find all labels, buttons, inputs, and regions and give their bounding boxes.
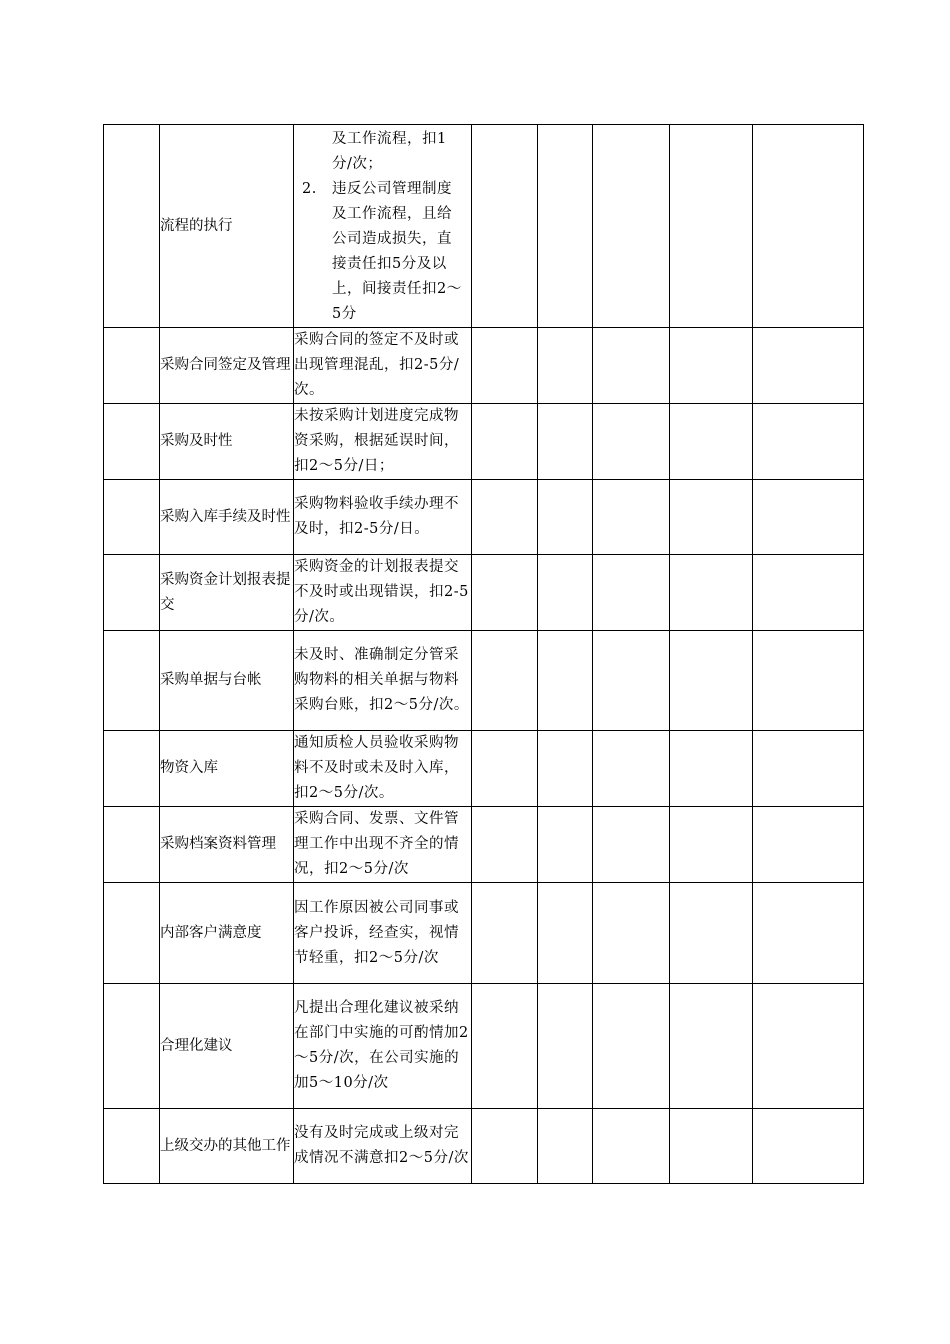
blank-cell	[593, 1109, 670, 1184]
blank-cell	[593, 984, 670, 1109]
table-row	[104, 1109, 864, 1184]
blank-cell	[670, 631, 753, 731]
scoring-rule: 采购合同、发票、文件管理工作中出现不齐全的情况，扣2～5分/次	[294, 807, 472, 883]
blank-cell	[104, 480, 160, 555]
blank-cell	[593, 731, 670, 807]
blank-cell	[593, 480, 670, 555]
assessment-item: 采购单据与台帐	[160, 631, 294, 731]
blank-cell	[753, 984, 864, 1109]
table-row	[104, 328, 864, 404]
blank-cell	[593, 807, 670, 883]
blank-cell	[538, 631, 593, 731]
table-row	[104, 731, 864, 807]
blank-cell	[104, 731, 160, 807]
blank-cell	[538, 731, 593, 807]
blank-cell	[472, 731, 538, 807]
blank-cell	[104, 984, 160, 1109]
assessment-table	[103, 124, 864, 1184]
assessment-item: 上级交办的其他工作	[160, 1109, 294, 1184]
assessment-item: 采购资金计划报表提交	[160, 555, 294, 631]
scoring-rule: 采购资金的计划报表提交不及时或出现错误，扣2-5分/次。	[294, 555, 472, 631]
blank-cell	[670, 883, 753, 984]
blank-cell	[593, 404, 670, 480]
blank-cell	[753, 807, 864, 883]
blank-cell	[670, 125, 753, 328]
blank-cell	[472, 404, 538, 480]
rule-line: 2. 违反公司管理制度及工作流程，且给公司造成损失，直接责任扣5分及以上，间接责任扣2～5分	[302, 181, 462, 322]
blank-cell	[753, 555, 864, 631]
blank-cell	[472, 480, 538, 555]
assessment-item: 内部客户满意度	[160, 883, 294, 984]
scoring-rule: 没有及时完成或上级对完成情况不满意扣2～5分/次	[294, 1109, 472, 1184]
table-row	[104, 125, 864, 328]
assessment-item: 采购合同签定及管理	[160, 328, 294, 404]
blank-cell	[670, 731, 753, 807]
blank-cell	[104, 555, 160, 631]
blank-cell	[593, 883, 670, 984]
assessment-item: 采购及时性	[160, 404, 294, 480]
scoring-rule: 采购物料验收手续办理不及时，扣2-5分/日。	[294, 480, 472, 555]
blank-cell	[104, 404, 160, 480]
blank-cell	[753, 631, 864, 731]
assessment-item: 物资入库	[160, 731, 294, 807]
blank-cell	[472, 807, 538, 883]
scoring-rule	[294, 125, 472, 328]
blank-cell	[753, 125, 864, 328]
blank-cell	[593, 631, 670, 731]
blank-cell	[538, 328, 593, 404]
blank-cell	[538, 125, 593, 328]
blank-cell	[753, 480, 864, 555]
table-row	[104, 984, 864, 1109]
blank-cell	[670, 555, 753, 631]
blank-cell	[472, 555, 538, 631]
blank-cell	[670, 1109, 753, 1184]
scoring-rule: 未按采购计划进度完成物资采购，根据延误时间，扣2～5分/日；	[294, 404, 472, 480]
blank-cell	[104, 328, 160, 404]
blank-cell	[472, 1109, 538, 1184]
table-row	[104, 807, 864, 883]
blank-cell	[670, 807, 753, 883]
scoring-rule: 凡提出合理化建议被采纳在部门中实施的可酌情加2～5分/次，在公司实施的加5～10分/次	[294, 984, 472, 1109]
blank-cell	[670, 984, 753, 1109]
blank-cell	[593, 555, 670, 631]
blank-cell	[472, 328, 538, 404]
blank-cell	[753, 1109, 864, 1184]
blank-cell	[104, 631, 160, 731]
assessment-item: 流程的执行	[160, 125, 294, 328]
blank-cell	[472, 984, 538, 1109]
blank-cell	[593, 328, 670, 404]
blank-cell	[753, 404, 864, 480]
scoring-rule: 通知质检人员验收采购物料不及时或未及时入库，扣2～5分/次。	[294, 731, 472, 807]
blank-cell	[104, 883, 160, 984]
blank-cell	[538, 555, 593, 631]
blank-cell	[753, 731, 864, 807]
scoring-rule: 因工作原因被公司同事或客户投诉，经查实，视情节轻重，扣2～5分/次	[294, 883, 472, 984]
blank-cell	[104, 807, 160, 883]
table-row	[104, 631, 864, 731]
blank-cell	[670, 480, 753, 555]
blank-cell	[538, 404, 593, 480]
blank-cell	[753, 328, 864, 404]
blank-cell	[472, 125, 538, 328]
blank-cell	[538, 1109, 593, 1184]
scoring-rule: 采购合同的签定不及时或出现管理混乱，扣2-5分/次。	[294, 328, 472, 404]
blank-cell	[472, 631, 538, 731]
table-row	[104, 555, 864, 631]
blank-cell	[670, 328, 753, 404]
blank-cell	[593, 125, 670, 328]
rule-line: 及工作流程，扣1分/次；	[332, 131, 447, 172]
blank-cell	[104, 125, 160, 328]
table-row	[104, 883, 864, 984]
blank-cell	[753, 883, 864, 984]
table-row	[104, 480, 864, 555]
assessment-item: 采购档案资料管理	[160, 807, 294, 883]
table-row	[104, 404, 864, 480]
blank-cell	[538, 480, 593, 555]
blank-cell	[538, 883, 593, 984]
blank-cell	[104, 1109, 160, 1184]
blank-cell	[472, 883, 538, 984]
blank-cell	[538, 807, 593, 883]
blank-cell	[670, 404, 753, 480]
assessment-item: 合理化建议	[160, 984, 294, 1109]
blank-cell	[538, 984, 593, 1109]
assessment-item: 采购入库手续及时性	[160, 480, 294, 555]
scoring-rule: 未及时、准确制定分管采购物料的相关单据与物料采购台账，扣2～5分/次。	[294, 631, 472, 731]
